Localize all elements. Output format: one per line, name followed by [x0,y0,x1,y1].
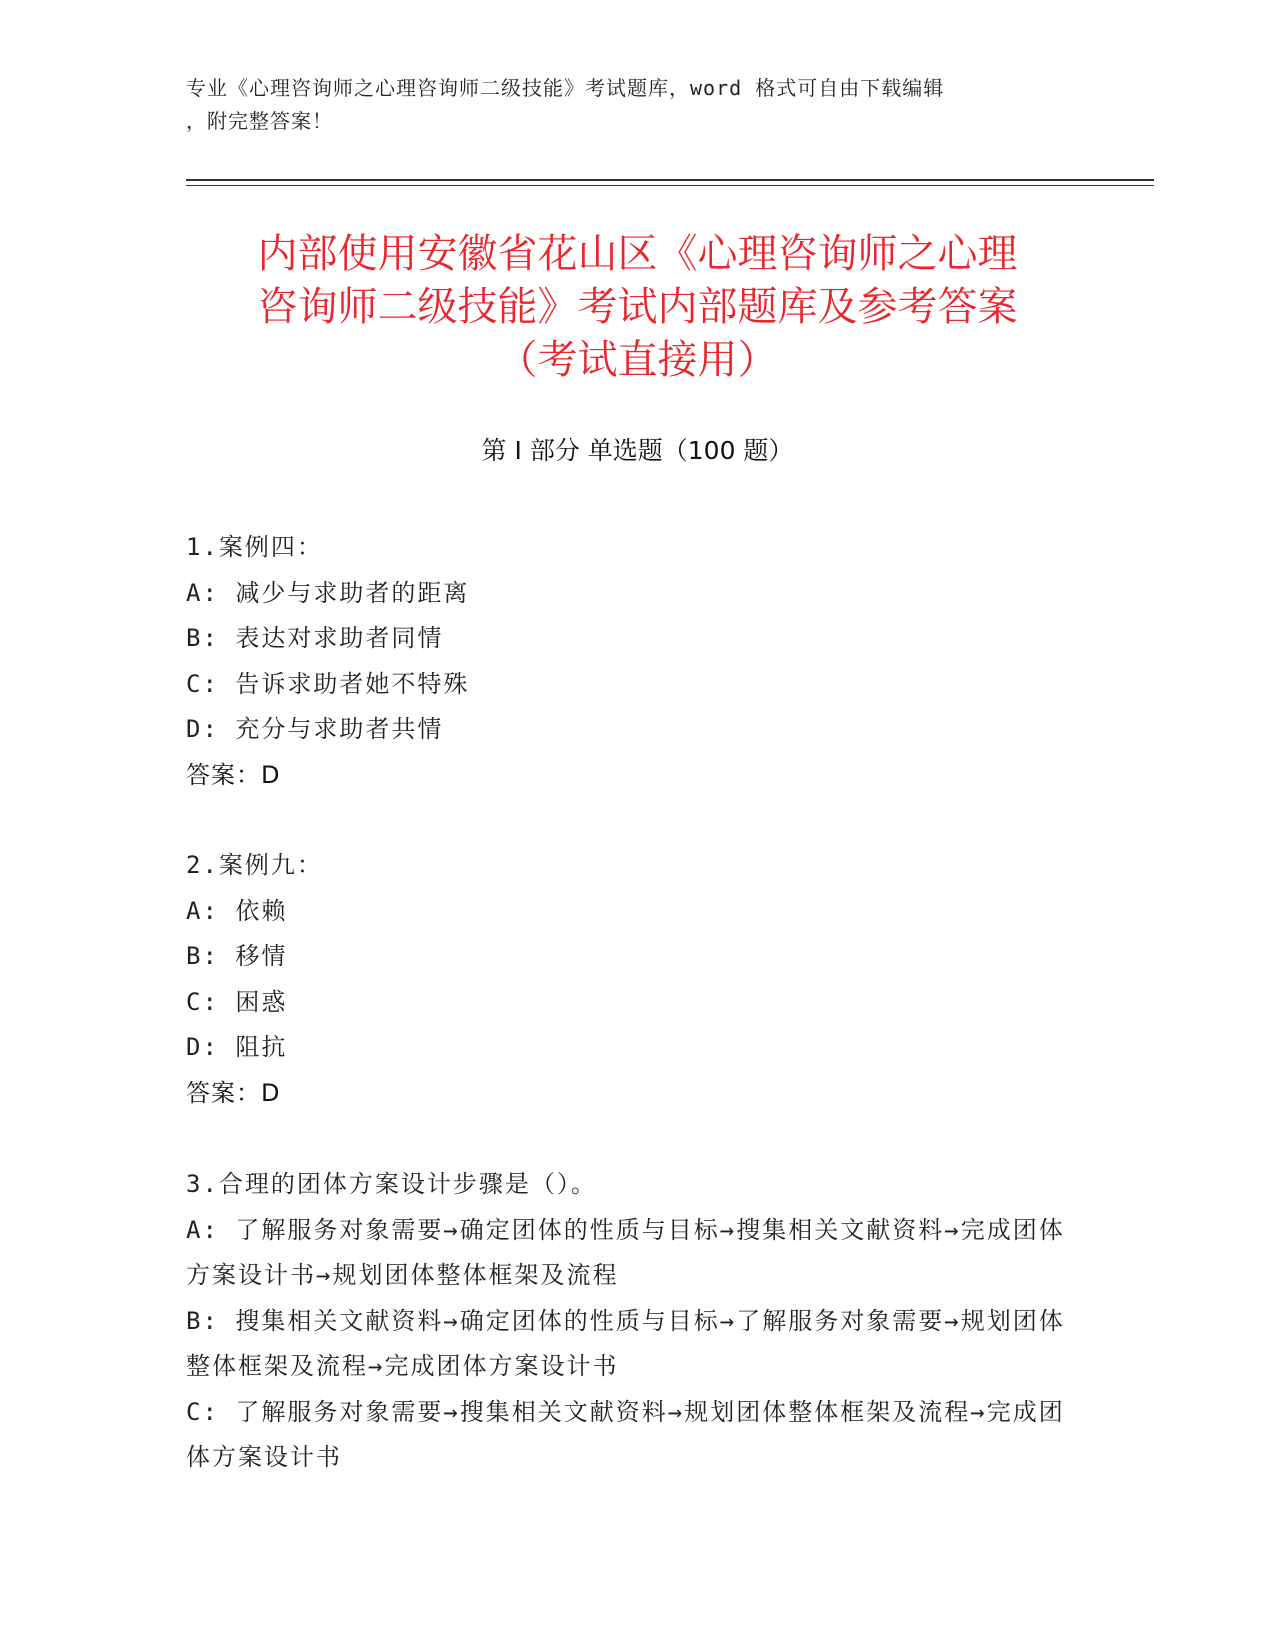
section-title: 第 I 部分 单选题（100 题） [481,436,794,465]
question-stem: 3.合理的团体方案设计步骤是（）。 [186,1170,597,1198]
option-b: B: 表达对求助者同情 [186,624,444,652]
header-note [186,72,1066,138]
header-note-line-1: 专业《心理咨询师之心理咨询师二级技能》考试题库，word 格式可自由下载编辑 [186,76,945,100]
option-c: C: 告诉求助者她不特殊 [186,669,470,698]
option-b: B: 搜集相关文献资料→确定团体的性质与目标→了解服务对象需要→规划团体整体框架及流程→完成团体方案设计书 [186,1306,1065,1380]
header-rule-thin [186,185,1154,186]
option-a: A: 减少与求助者的距离 [186,578,470,607]
document-title [150,228,1125,387]
question-1 [186,525,1086,798]
answer: 答案：D [186,760,281,789]
header-rule-thick [186,179,1154,181]
option-d: D: 阻抗 [186,1033,288,1061]
option-b: B: 移情 [186,942,288,970]
question-stem: 2.案例九： [186,851,323,879]
option-d: D: 充分与求助者共情 [186,715,444,743]
document-title-line-2: 咨询师二级技能》考试内部题库及参考答案 [257,284,1018,330]
question-2 [186,843,1086,1116]
document-title-line-3: （考试直接用） [497,337,778,383]
question-3 [186,1162,1086,1481]
document-title-line-1: 内部使用安徽省花山区《心理咨询师之心理 [257,231,1018,277]
option-c: C: 了解服务对象需要→搜集相关文献资料→规划团体整体框架及流程→完成团体方案设计书 [186,1397,1065,1471]
question-stem: 1.案例四： [186,533,323,561]
option-a: A: 依赖 [186,896,288,925]
option-c: C: 困惑 [186,987,288,1016]
option-a: A: 了解服务对象需要→确定团体的性质与目标→搜集相关文献资料→完成团体方案设计书→规划团体整体框架及流程 [186,1215,1065,1289]
header-note-line-2: ，附完整答案！ [186,109,333,133]
answer: 答案：D [186,1078,281,1107]
